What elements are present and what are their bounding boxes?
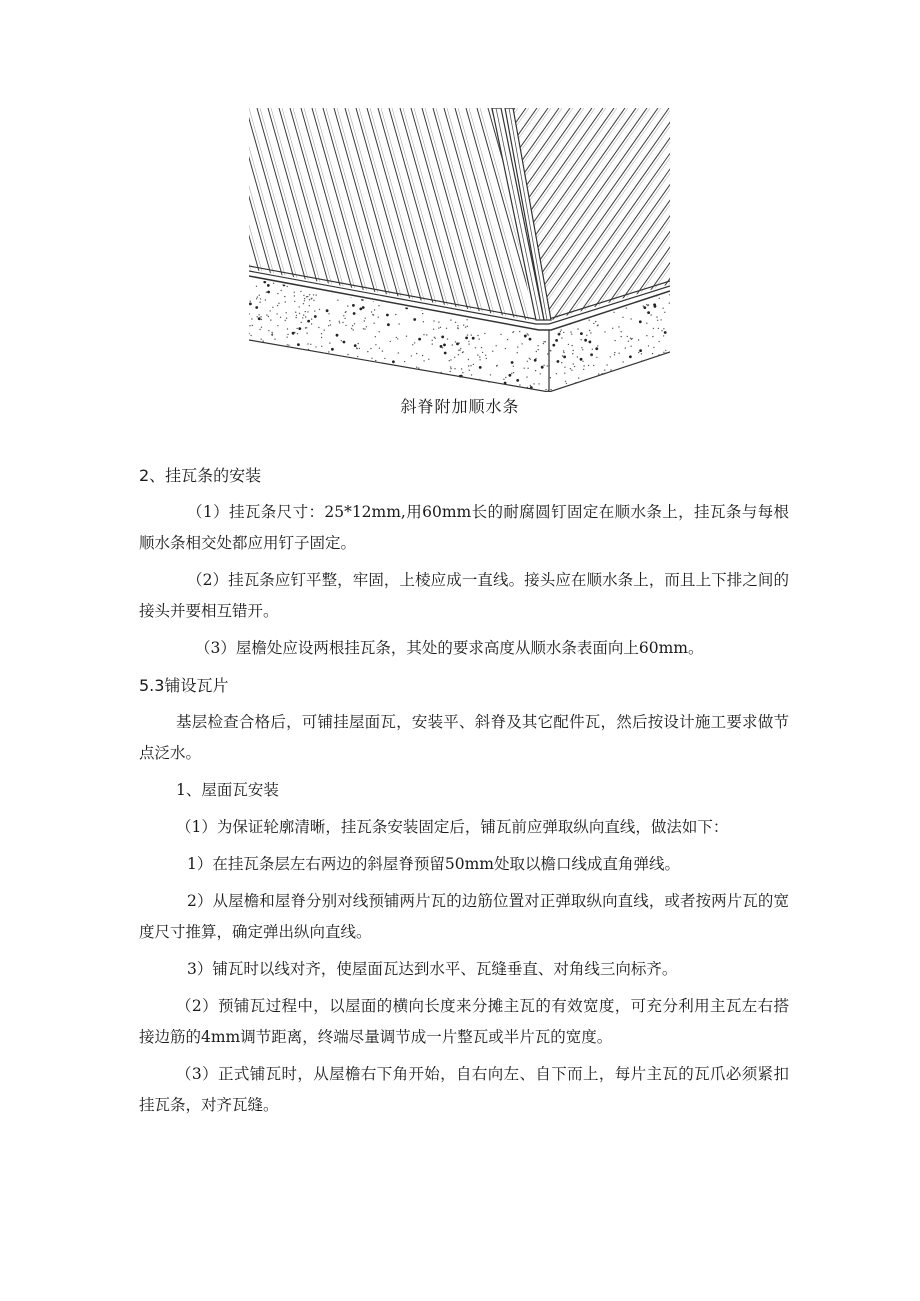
document-body bbox=[139, 460, 789, 1127]
paragraph: （1）为保证轮廓清晰，挂瓦条安装固定后，铺瓦前应弹取纵向直线，做法如下： bbox=[176, 818, 729, 836]
paragraph: 3）铺瓦时以线对齐，使屋面瓦达到水平、瓦缝垂直、对角线三向标齐。 bbox=[187, 960, 678, 978]
hip-roof-batten-illustration bbox=[249, 108, 670, 392]
roof-illustration bbox=[249, 108, 670, 392]
paragraph: （2）预铺瓦过程中，以屋面的横向长度来分摊主瓦的有效宽度，可充分利用主瓦左右搭接边筋的4mm调节距离，终端尽量调节成一片整瓦或半片瓦的宽度。 bbox=[139, 997, 789, 1046]
paragraph: （2）挂瓦条应钉平整，牢固，上棱应成一直线。接头应在顺水条上，而且上下排之间的接头并要相互错开。 bbox=[139, 571, 789, 620]
section-heading: 2、挂瓦条的安装 bbox=[139, 466, 262, 485]
paragraph: 2）从屋檐和屋脊分别对线预铺两片瓦的边筋位置对正弹取纵向直线，或者按两片瓦的宽度尺寸推算，确定弹出纵向直线。 bbox=[139, 892, 789, 941]
paragraph: （1）挂瓦条尺寸：25*12mm,用60mm长的耐腐圆钉固定在顺水条上，挂瓦条与每根顺水条相交处都应用钉子固定。 bbox=[139, 503, 789, 552]
paragraph: （3）屋檐处应设两根挂瓦条，其处的要求高度从顺水条表面向上60mm。 bbox=[195, 639, 704, 657]
paragraph: 1）在挂瓦条层左右两边的斜屋脊预留50mm处取以檐口线成直角弹线。 bbox=[187, 855, 680, 873]
paragraph: （3）正式铺瓦时，从屋檐右下角开始，自右向左、自下而上，每片主瓦的瓦爪必须紧扣挂瓦条，对齐瓦缝。 bbox=[139, 1065, 789, 1114]
paragraph: 基层检查合格后，可铺挂屋面瓦，安装平、斜脊及其它配件瓦，然后按设计施工要求做节点泛水。 bbox=[139, 713, 789, 762]
section-heading: 5.3铺设瓦片 bbox=[139, 676, 229, 695]
figure-caption: 斜脊附加顺水条 bbox=[400, 397, 520, 416]
section-heading: 1、屋面瓦安装 bbox=[176, 781, 279, 799]
